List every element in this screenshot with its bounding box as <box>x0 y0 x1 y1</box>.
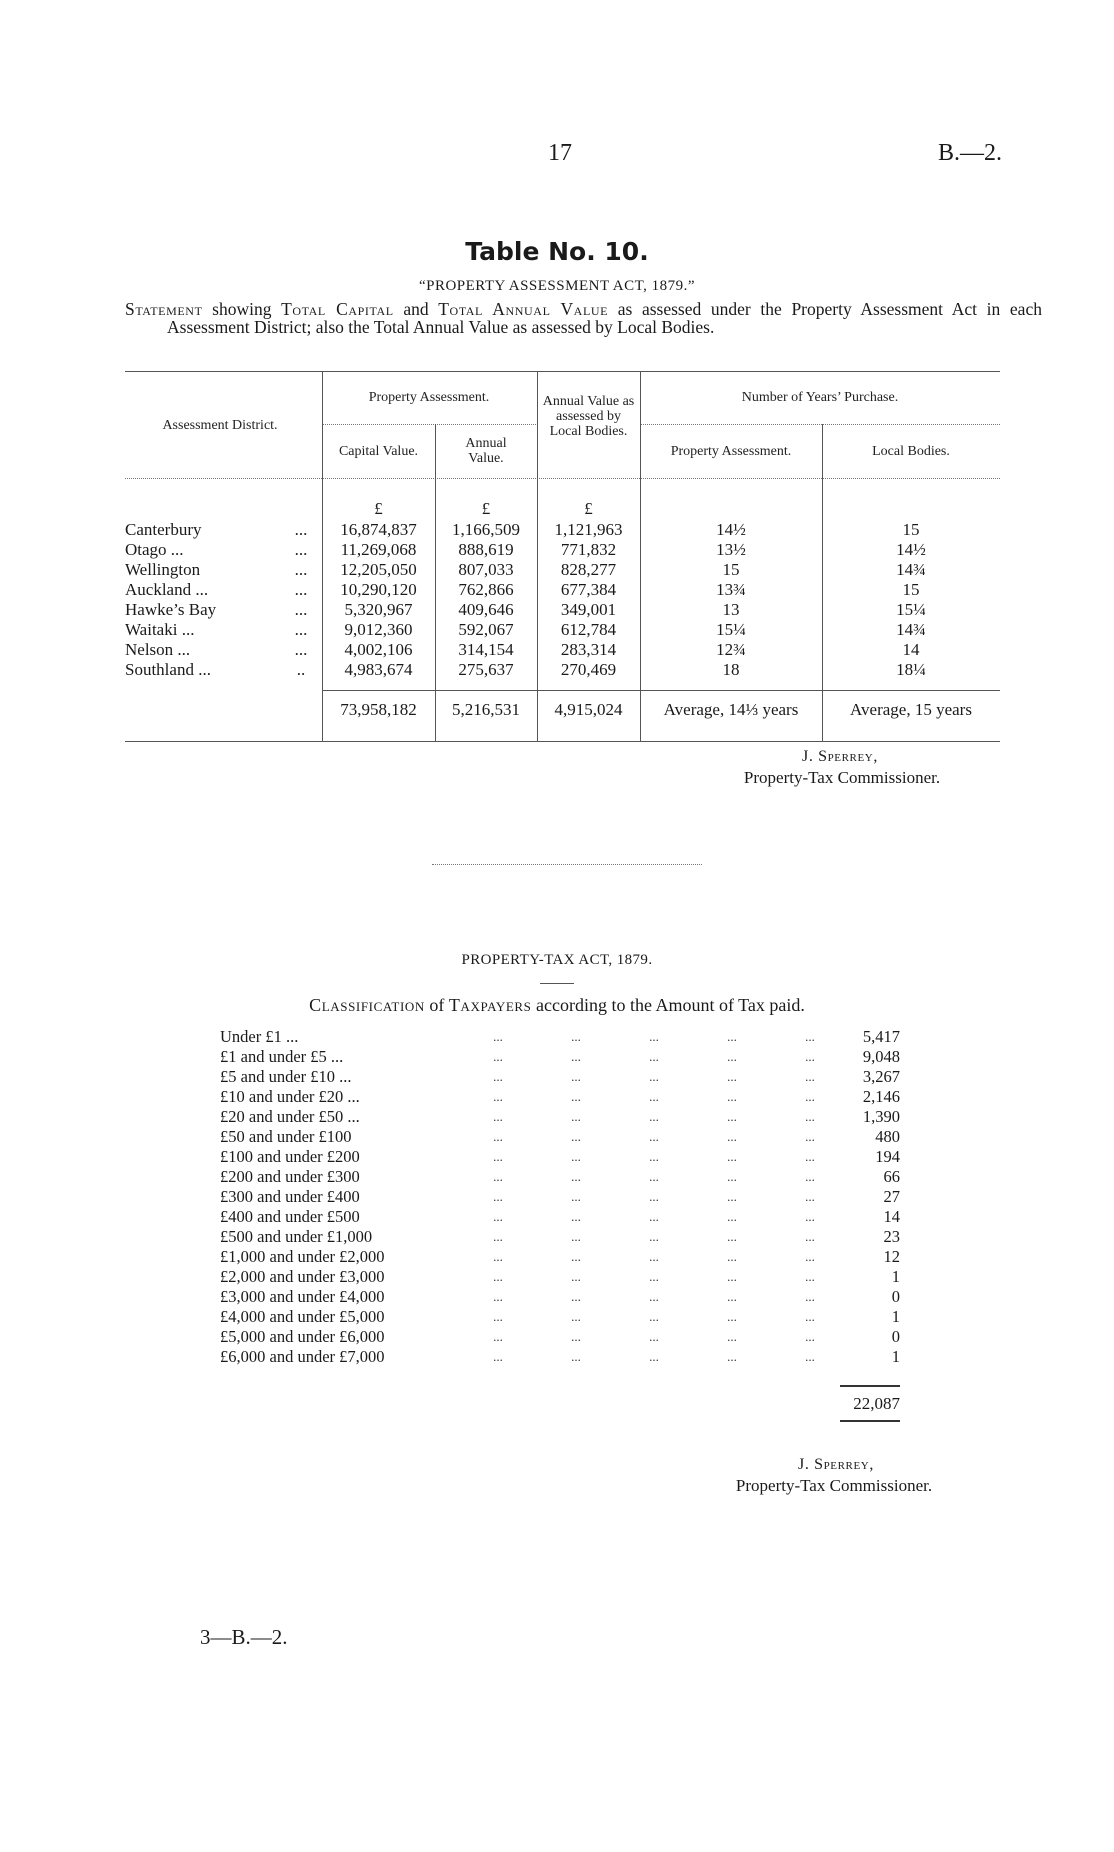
tax-leader-dots: ... <box>805 1049 815 1064</box>
footer-code: 3—B.—2. <box>200 1625 288 1649</box>
statement-word: Statement <box>125 299 203 319</box>
classification-caption <box>0 995 1114 1016</box>
signature-2-title: Property-Tax Commissioner. <box>735 1476 933 1495</box>
tax-leader-dots: ... <box>493 1349 503 1364</box>
row-yp-property: 12¾ <box>716 640 746 659</box>
act-title: “PROPERTY ASSESSMENT ACT, 1879.” <box>418 278 696 294</box>
tax-count: 1,390 <box>862 1107 900 1126</box>
row-capital-value: 9,012,360 <box>344 620 413 639</box>
row-annual-value: 409,646 <box>458 600 514 619</box>
tax-count: 480 <box>875 1127 900 1146</box>
statement-caption <box>125 300 1042 336</box>
tax-leader-dots: ... <box>649 1069 659 1084</box>
header-yp-local: Local Bodies. <box>872 444 950 459</box>
row-district: Canterbury <box>125 520 202 539</box>
tax-bracket-label: £3,000 and under £4,000 <box>220 1287 385 1306</box>
tax-leader-dots: ... <box>649 1269 659 1284</box>
row-annual-value: 807,033 <box>458 560 514 579</box>
tax-leader-dots: ... <box>805 1289 815 1304</box>
row-annual-value: 1,166,509 <box>452 520 520 539</box>
tax-leader-dots: ... <box>805 1269 815 1284</box>
classification-text-2: according to the Amount of Tax paid. <box>531 995 805 1015</box>
tax-leader-dots: ... <box>571 1069 581 1084</box>
row-local-value: 612,784 <box>560 620 617 639</box>
tax-row <box>220 1047 900 1067</box>
tax-leader-dots: ... <box>493 1069 503 1084</box>
tax-leader-dots: ... <box>493 1309 503 1324</box>
tax-leader-dots: ... <box>805 1109 815 1124</box>
tax-leader-dots: ... <box>805 1209 815 1224</box>
tax-leader-dots: ... <box>649 1169 659 1184</box>
tax-leader-dots: ... <box>571 1349 581 1364</box>
tax-leader-dots: ... <box>727 1209 737 1224</box>
classification-word: Classification <box>309 995 425 1015</box>
statement-text-2: and <box>393 299 439 319</box>
tax-leader-dots: ... <box>571 1129 581 1144</box>
page-number: 17 <box>548 140 572 166</box>
tax-count: 0 <box>891 1287 900 1306</box>
tax-bracket-label: £4,000 and under £5,000 <box>220 1307 385 1326</box>
tax-leader-dots: ... <box>727 1049 737 1064</box>
row-yp-local: 14 <box>902 640 920 659</box>
tax-leader-dots: ... <box>727 1069 737 1084</box>
row-capital-value: 12,205,050 <box>340 560 417 579</box>
section-separator <box>432 864 702 865</box>
tax-leader-dots: ... <box>649 1129 659 1144</box>
row-district: Waitaki ... <box>125 620 195 639</box>
tax-leader-dots: ... <box>571 1289 581 1304</box>
tax-leader-dots: ... <box>493 1029 503 1044</box>
currency-local: £ <box>584 499 593 518</box>
tax-bracket-label: £5,000 and under £6,000 <box>220 1327 385 1346</box>
header-years-purchase: Number of Years’ Purchase. <box>741 390 899 405</box>
tax-leader-dots: ... <box>727 1309 737 1324</box>
tax-count: 0 <box>891 1327 900 1346</box>
tax-leader-dots: ... <box>493 1149 503 1164</box>
row-local-value: 828,277 <box>560 560 617 579</box>
tax-leader-dots: ... <box>649 1189 659 1204</box>
statement-text-1: showing <box>202 299 282 319</box>
tax-row <box>220 1207 900 1227</box>
tax-count: 23 <box>883 1227 900 1246</box>
tax-leader-dots: ... <box>493 1269 503 1284</box>
tax-count: 1 <box>891 1347 900 1366</box>
header-property-assessment: Property Assessment. <box>368 390 490 405</box>
row-local-value: 1,121,963 <box>554 520 623 539</box>
tax-leader-dots: ... <box>493 1329 503 1344</box>
tax-leader-dots: ... <box>649 1209 659 1224</box>
tax-leader-dots: ... <box>727 1149 737 1164</box>
row-capital-value: 5,320,967 <box>344 600 413 619</box>
tax-bracket-label: £1,000 and under £2,000 <box>220 1247 385 1266</box>
tax-row <box>220 1107 900 1127</box>
tax-leader-dots: ... <box>727 1189 737 1204</box>
total-local: 4,915,024 <box>554 700 623 719</box>
tax-bracket-label: £10 and under £20 ... <box>220 1087 360 1106</box>
row-yp-local: 15 <box>902 580 920 599</box>
tax-leader-dots: ... <box>727 1109 737 1124</box>
tax-leader-dots: ... <box>805 1169 815 1184</box>
tax-leader-dots: ... <box>571 1189 581 1204</box>
total-annual: 5,216,531 <box>452 700 520 719</box>
row-capital-value: 10,290,120 <box>340 580 417 599</box>
row-yp-property: 13 <box>722 600 740 619</box>
tax-leader-dots: ... <box>727 1229 737 1244</box>
tax-leader-dots: ... <box>727 1169 737 1184</box>
document-code: B.—2. <box>938 140 1003 166</box>
statement-total-capital: Total Capital <box>281 299 394 319</box>
totals-rule <box>322 690 1000 691</box>
row-annual-value: 314,154 <box>458 640 514 659</box>
table-top-rule <box>125 371 1000 372</box>
total-yp-local: Average, 15 years <box>850 700 972 719</box>
tax-leader-dots: ... <box>805 1229 815 1244</box>
tax-row <box>220 1027 900 1047</box>
row-local-value: 771,832 <box>560 540 617 559</box>
tax-bracket-label: £300 and under £400 <box>220 1187 360 1206</box>
tax-act-title: PROPERTY-TAX ACT, 1879. <box>461 952 653 968</box>
tax-row <box>220 1287 900 1307</box>
tax-leader-dots: ... <box>805 1189 815 1204</box>
tax-leader-dots: ... <box>493 1109 503 1124</box>
row-annual-value: 762,866 <box>458 580 514 599</box>
tax-total: 22,087 <box>853 1394 900 1413</box>
row-capital-value: 16,874,837 <box>340 520 417 539</box>
signature-title: Property-Tax Commissioner. <box>743 768 941 787</box>
tax-leader-dots: ... <box>649 1349 659 1364</box>
row-yp-property: 13½ <box>716 540 746 559</box>
tax-bracket-label: £200 and under £300 <box>220 1167 360 1186</box>
tax-leader-dots: ... <box>805 1309 815 1324</box>
tax-count: 194 <box>875 1147 900 1166</box>
tax-leader-dots: ... <box>649 1089 659 1104</box>
tax-leader-dots: ... <box>805 1089 815 1104</box>
tax-row <box>220 1267 900 1287</box>
tax-bracket-label: £1 and under £5 ... <box>220 1047 344 1066</box>
classification-taxpayers: Taxpayers <box>448 995 532 1015</box>
tax-leader-dots: ... <box>493 1129 503 1144</box>
tax-leader-dots: ... <box>727 1129 737 1144</box>
tax-leader-dots: ... <box>805 1029 815 1044</box>
classification-text-1: of <box>424 995 449 1015</box>
statement-total-annual: Total Annual Value <box>438 299 609 319</box>
table-title: Table No. 10. <box>465 237 649 266</box>
row-annual-value: 592,067 <box>458 620 514 639</box>
tax-bracket-label: Under £1 ... <box>220 1027 299 1046</box>
total-capital: 73,958,182 <box>340 700 417 719</box>
tax-leader-dots: ... <box>727 1029 737 1044</box>
tax-leader-dots: ... <box>493 1209 503 1224</box>
tax-count: 5,417 <box>862 1027 900 1046</box>
tax-count: 66 <box>883 1167 900 1186</box>
tax-leader-dots: ... <box>493 1169 503 1184</box>
tax-row <box>220 1067 900 1087</box>
tax-leader-dots: ... <box>571 1309 581 1324</box>
row-leader: ... <box>294 560 308 579</box>
row-district: Wellington <box>125 560 201 579</box>
tax-count: 3,267 <box>862 1067 900 1086</box>
tax-row <box>220 1307 900 1327</box>
tax-leader-dots: ... <box>493 1049 503 1064</box>
tax-count: 12 <box>883 1247 900 1266</box>
tax-leader-dots: ... <box>649 1049 659 1064</box>
tax-row <box>220 1247 900 1267</box>
row-leader: ... <box>294 640 308 659</box>
signature-name: J. Sperrey, <box>802 748 878 765</box>
row-leader: ... <box>294 520 308 539</box>
tax-bracket-label: £500 and under £1,000 <box>220 1227 373 1246</box>
tax-leader-dots: ... <box>571 1169 581 1184</box>
tax-leader-dots: ... <box>649 1329 659 1344</box>
tax-bracket-label: £5 and under £10 ... <box>220 1067 352 1086</box>
row-leader: ... <box>294 600 308 619</box>
row-yp-local: 15 <box>902 520 920 539</box>
tax-leader-dots: ... <box>571 1089 581 1104</box>
header-sub-rule-right <box>640 424 1000 425</box>
tax-bracket-label: £50 and under £100 <box>220 1127 352 1146</box>
header-capital-value: Capital Value. <box>338 444 419 459</box>
tax-leader-dots: ... <box>571 1329 581 1344</box>
row-yp-property: 14½ <box>716 520 746 539</box>
tax-leader-dots: ... <box>571 1249 581 1264</box>
tax-leader-dots: ... <box>727 1269 737 1284</box>
tax-leader-dots: ... <box>571 1269 581 1284</box>
tax-leader-dots: ... <box>493 1289 503 1304</box>
tax-leader-dots: ... <box>649 1149 659 1164</box>
tax-row <box>220 1347 900 1367</box>
tax-leader-dots: ... <box>727 1089 737 1104</box>
tax-leader-dots: ... <box>571 1149 581 1164</box>
tax-row <box>220 1327 900 1347</box>
tax-bracket-label: £6,000 and under £7,000 <box>220 1347 385 1366</box>
tax-leader-dots: ... <box>571 1029 581 1044</box>
row-leader: ... <box>294 540 308 559</box>
row-yp-property: 15¼ <box>716 620 746 639</box>
tax-leader-dots: ... <box>649 1109 659 1124</box>
row-local-value: 283,314 <box>560 640 617 659</box>
statement-text-3: as assessed under the Property Assessment Act in each Assessment District; also the Total Annual Value as assessed by Local Bodies. <box>167 299 1042 337</box>
tax-leader-dots: ... <box>649 1289 659 1304</box>
tax-leader-dots: ... <box>805 1249 815 1264</box>
row-local-value: 349,001 <box>560 600 617 619</box>
tax-total-underline <box>840 1420 900 1422</box>
tax-bracket-label: £20 and under £50 ... <box>220 1107 360 1126</box>
row-annual-value: 888,619 <box>458 540 514 559</box>
tax-leader-dots: ... <box>727 1329 737 1344</box>
tax-leader-dots: ... <box>571 1209 581 1224</box>
row-district: Auckland ... <box>125 580 209 599</box>
tax-leader-dots: ... <box>649 1249 659 1264</box>
header-annual-local: Annual Value as assessed by Local Bodies. <box>542 394 635 439</box>
row-district: Southland ... <box>125 660 211 679</box>
row-district: Nelson ... <box>125 640 191 659</box>
currency-annual: £ <box>481 499 491 518</box>
tax-count: 1 <box>891 1267 900 1286</box>
header-bottom-rule <box>125 478 1000 479</box>
row-local-value: 270,469 <box>560 660 617 679</box>
tax-row <box>220 1087 900 1107</box>
row-district: Hawke’s Bay <box>125 600 217 619</box>
tax-leader-dots: ... <box>805 1069 815 1084</box>
row-yp-local: 14¾ <box>896 620 926 639</box>
tax-row <box>220 1127 900 1147</box>
tax-leader-dots: ... <box>727 1349 737 1364</box>
row-yp-local: 14½ <box>896 540 926 559</box>
tax-row <box>220 1167 900 1187</box>
tax-row <box>220 1187 900 1207</box>
row-capital-value: 11,269,068 <box>340 540 417 559</box>
row-yp-property: 18 <box>722 660 740 679</box>
header-annual-value: Annual Value. <box>465 436 507 466</box>
table-bottom-rule <box>125 741 1000 742</box>
tax-row <box>220 1227 900 1247</box>
row-leader: ... <box>294 620 308 639</box>
row-local-value: 677,384 <box>560 580 617 599</box>
currency-capital: £ <box>374 499 383 518</box>
tax-act-underline <box>540 983 574 984</box>
row-leader: ... <box>294 580 308 599</box>
signature-2-name: J. Sperrey, <box>798 1456 874 1473</box>
tax-leader-dots: ... <box>571 1109 581 1124</box>
tax-count: 1 <box>891 1307 900 1326</box>
tax-leader-dots: ... <box>805 1149 815 1164</box>
tax-bracket-label: £2,000 and under £3,000 <box>220 1267 385 1286</box>
header-district: Assessment District. <box>162 418 278 433</box>
tax-leader-dots: ... <box>649 1229 659 1244</box>
row-annual-value: 275,637 <box>458 660 514 679</box>
tax-leader-dots: ... <box>493 1089 503 1104</box>
tax-leader-dots: ... <box>727 1289 737 1304</box>
row-yp-property: 15 <box>722 560 740 579</box>
tax-leader-dots: ... <box>493 1189 503 1204</box>
tax-row <box>220 1147 900 1167</box>
total-yp-property: Average, 14⅓ years <box>663 700 799 719</box>
tax-bracket-label: £400 and under £500 <box>220 1207 360 1226</box>
tax-count: 27 <box>883 1187 900 1206</box>
row-yp-local: 18¼ <box>896 660 926 679</box>
tax-leader-dots: ... <box>805 1329 815 1344</box>
tax-leader-dots: ... <box>571 1229 581 1244</box>
tax-count: 9,048 <box>862 1047 900 1066</box>
tax-leader-dots: ... <box>493 1229 503 1244</box>
tax-leader-dots: ... <box>727 1249 737 1264</box>
row-yp-local: 15¼ <box>896 600 926 619</box>
row-leader: .. <box>296 660 306 679</box>
row-capital-value: 4,002,106 <box>344 640 413 659</box>
tax-total-rule <box>840 1385 900 1387</box>
row-yp-property: 13¾ <box>716 580 746 599</box>
tax-leader-dots: ... <box>649 1029 659 1044</box>
row-yp-local: 14¾ <box>896 560 926 579</box>
tax-leader-dots: ... <box>649 1309 659 1324</box>
tax-leader-dots: ... <box>805 1349 815 1364</box>
header-sub-rule-left <box>322 424 536 425</box>
tax-count: 14 <box>883 1207 900 1226</box>
row-district: Otago ... <box>125 540 184 559</box>
tax-bracket-label: £100 and under £200 <box>220 1147 360 1166</box>
tax-leader-dots: ... <box>493 1249 503 1264</box>
tax-leader-dots: ... <box>805 1129 815 1144</box>
row-capital-value: 4,983,674 <box>344 660 413 679</box>
tax-leader-dots: ... <box>571 1049 581 1064</box>
tax-count: 2,146 <box>862 1087 900 1106</box>
header-yp-property: Property Assessment. <box>670 444 792 459</box>
